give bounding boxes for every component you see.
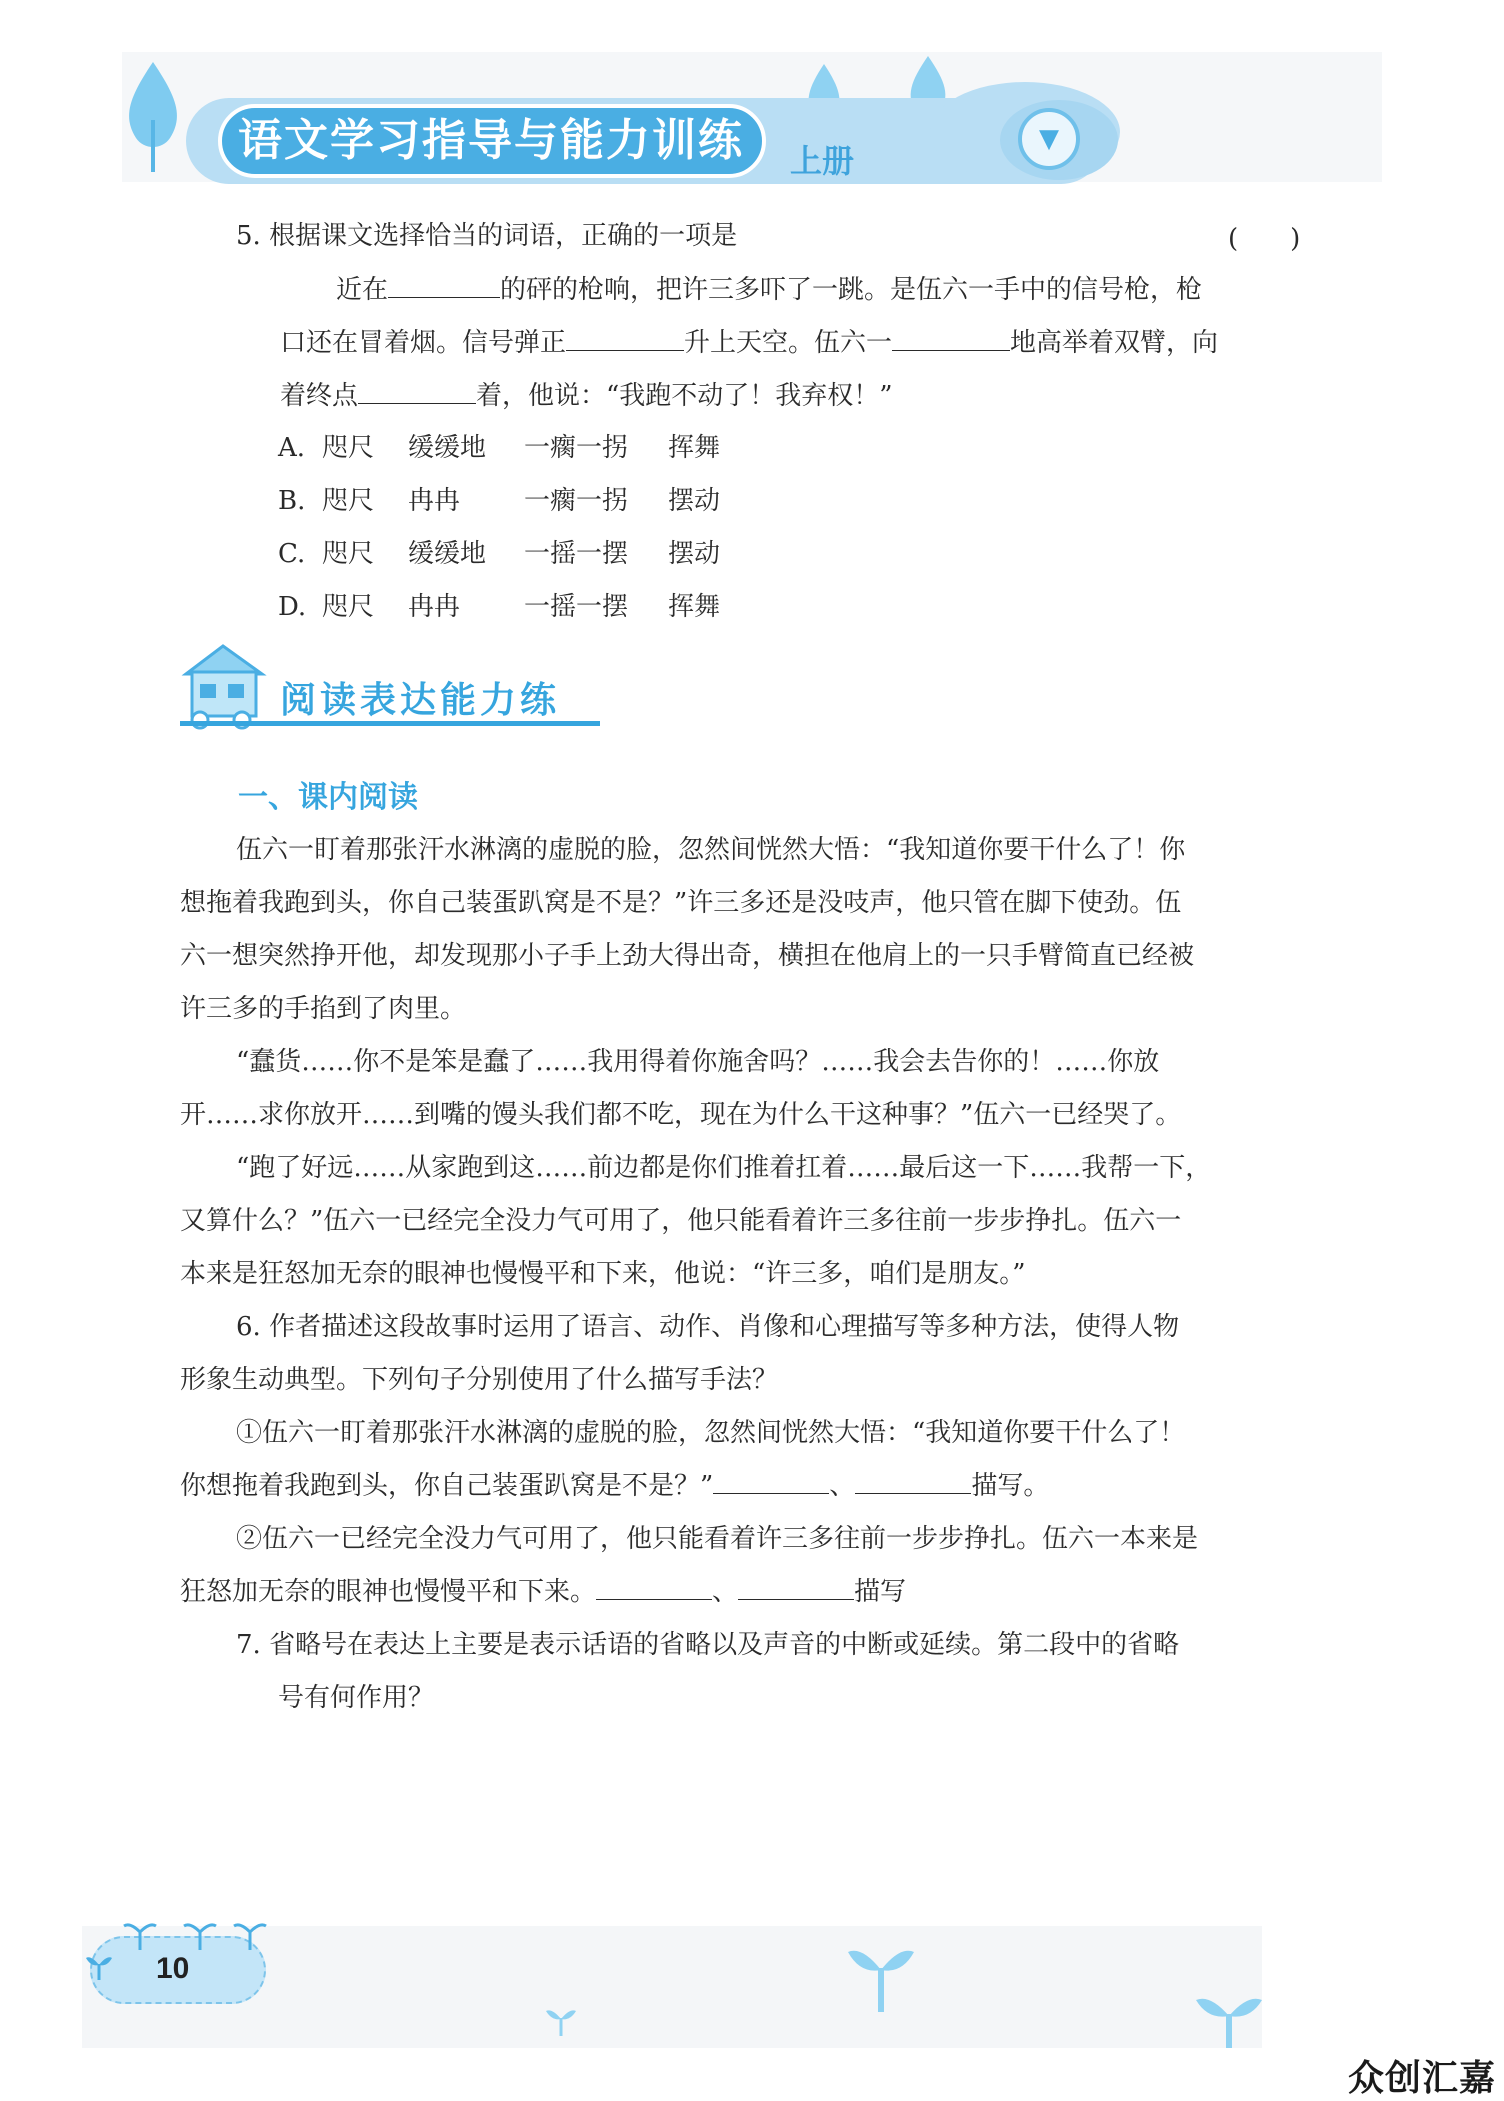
option-word: 咫尺: [322, 486, 375, 516]
q5-passage-line: [280, 323, 1218, 363]
sprout-icon: [1192, 1990, 1266, 2050]
fill-blank[interactable]: [738, 1573, 854, 1600]
passage-text: 口还在冒着烟。信号弹正: [280, 328, 567, 358]
passage-text: 的砰的枪响，把许三多吓了一跳。是伍六一手中的信号枪，枪: [500, 275, 1203, 305]
option-word: 咫尺: [322, 433, 375, 463]
passage-text: 近在: [336, 275, 389, 305]
option-word: 一摇一摆: [524, 539, 629, 569]
sentence-text: 狂怒加无奈的眼神也慢慢平和下来。: [180, 1577, 597, 1607]
book-title: 语文学习指导与能力训练: [238, 115, 744, 166]
passage-text: 地高举着双臂，向: [1010, 328, 1219, 358]
sentence-text: 描写。: [971, 1471, 1050, 1501]
passage-text: 升上天空。伍六一: [684, 328, 893, 358]
fill-blank[interactable]: [713, 1467, 829, 1494]
reading-line: 许三多的手掐到了肉里。: [180, 994, 467, 1024]
option-letter: B.: [278, 486, 306, 516]
watermark: 众创汇嘉: [1348, 2058, 1497, 2099]
q5-passage-line: [280, 376, 893, 416]
sprout-icon: [120, 1916, 270, 1952]
option-word: 咫尺: [322, 539, 375, 569]
passage-text: 着终点: [280, 381, 359, 411]
option-word: 缓缓地: [408, 433, 487, 463]
option-word: 挥舞: [668, 433, 721, 463]
separator: 、: [829, 1471, 856, 1501]
q5-option-a[interactable]: [278, 428, 720, 468]
q6-sentence-2: ②伍六一已经完全没力气可用了，他只能看着许三多往前一步步挣扎。伍六一本来是: [236, 1524, 1199, 1554]
option-word: 冉冉: [408, 486, 461, 516]
subsection-title: 一、课内阅读: [238, 780, 418, 815]
reading-line: “跑了好远……从家跑到这……前边都是你们推着扛着……最后这一下……我帮一下，: [236, 1153, 1212, 1183]
q5-stem: 5. 根据课文选择恰当的词语，正确的一项是: [236, 221, 738, 251]
q7-stem: 7. 省略号在表达上主要是表示话语的省略以及声音的中断或延续。第二段中的省略: [236, 1630, 1180, 1660]
q5-answer-paren: ( ): [1228, 224, 1301, 254]
reading-line: 伍六一盯着那张汗水淋漓的虚脱的脸，忽然间恍然大悟：“我知道你要干什么了！你: [236, 835, 1186, 865]
separator: 、: [712, 1577, 739, 1607]
option-letter: A.: [278, 433, 306, 463]
section-title: 阅读表达能力练: [280, 680, 561, 721]
q5-option-d[interactable]: [278, 587, 720, 627]
q6-stem: 形象生动典型。下列句子分别使用了什么描写手法？: [180, 1365, 779, 1395]
reading-line: 本来是狂怒加无奈的眼神也慢慢平和下来，他说：“许三多，咱们是朋友。”: [180, 1259, 1026, 1289]
option-word: 挥舞: [668, 592, 721, 622]
option-letter: D.: [278, 592, 307, 622]
play-arrow-icon: ▼: [1018, 108, 1080, 170]
sprout-icon: [544, 2004, 578, 2038]
option-word: 冉冉: [408, 592, 461, 622]
page-number: 10: [156, 1952, 190, 1985]
sentence-text: 描写: [854, 1577, 907, 1607]
option-word: 摆动: [668, 539, 721, 569]
reading-line: “蠢货……你不是笨是蠢了……我用得着你施舍吗？……我会去告你的！……你放: [236, 1047, 1160, 1077]
sprout-icon: [84, 1952, 114, 1982]
volume-label: 上册: [790, 142, 855, 180]
option-word: 摆动: [668, 486, 721, 516]
fill-blank[interactable]: [596, 1573, 712, 1600]
q6-stem: 6. 作者描述这段故事时运用了语言、动作、肖像和心理描写等多种方法，使得人物: [236, 1312, 1180, 1342]
reading-line: 又算什么？”伍六一已经完全没力气可用了，他只能看着许三多往前一步步挣扎。伍六一: [180, 1206, 1182, 1236]
option-word: 咫尺: [322, 592, 375, 622]
reading-line: 六一想突然挣开他，却发现那小子手上劲大得出奇，横担在他肩上的一只手臂简直已经被: [180, 941, 1195, 971]
option-word: 缓缓地: [408, 539, 487, 569]
reading-line: 想拖着我跑到头，你自己装蛋趴窝是不是？”许三多还是没吱声，他只管在脚下使劲。伍: [180, 888, 1182, 918]
q6-sentence-1: ①伍六一盯着那张汗水淋漓的虚脱的脸，忽然间恍然大悟：“我知道你要干什么了！: [236, 1418, 1186, 1448]
fill-blank[interactable]: [358, 377, 476, 404]
droplet-tree-icon: [118, 58, 188, 174]
q6-sentence-2-answer: [180, 1572, 906, 1612]
fill-blank[interactable]: [855, 1467, 971, 1494]
q5-passage-line: [336, 270, 1202, 310]
option-word: 一摇一摆: [524, 592, 629, 622]
option-word: 一瘸一拐: [524, 486, 629, 516]
sprout-icon: [846, 1940, 916, 2014]
fill-blank[interactable]: [892, 324, 1010, 351]
house-icon: [178, 640, 268, 732]
q5-option-c[interactable]: [278, 534, 720, 574]
fill-blank[interactable]: [388, 271, 500, 298]
q7-stem: 号有何作用？: [278, 1683, 435, 1713]
passage-text: 着，他说：“我跑不动了！我弃权！”: [476, 381, 893, 411]
q5-option-b[interactable]: [278, 481, 720, 521]
sentence-text: 你想拖着我跑到头，你自己装蛋趴窝是不是？”: [180, 1471, 714, 1501]
option-letter: C.: [278, 539, 306, 569]
fill-blank[interactable]: [566, 324, 684, 351]
reading-line: 开……求你放开……到嘴的馒头我们都不吃，现在为什么干这种事？”伍六一已经哭了。: [180, 1100, 1182, 1130]
option-word: 一瘸一拐: [524, 433, 629, 463]
q6-sentence-1-answer: [180, 1466, 1049, 1506]
